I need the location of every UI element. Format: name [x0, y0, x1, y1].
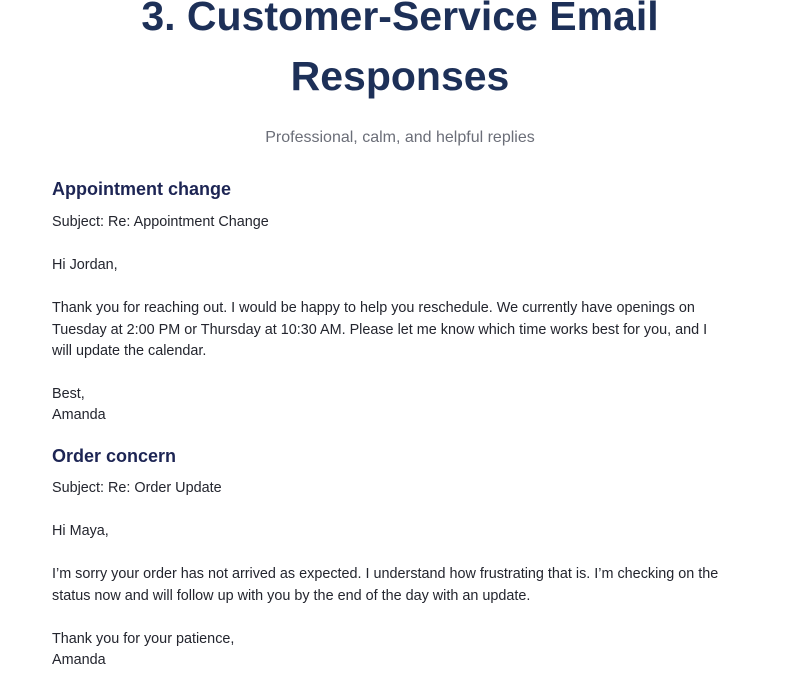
email-signature: Amanda — [52, 407, 106, 423]
email-signature: Amanda — [52, 652, 106, 668]
email-subject: Subject: Re: Order Update — [52, 480, 222, 496]
email-body-line: Tuesday at 2:00 PM or Thursday at 10:30 AM. Please let me know which time works best for you, and I — [52, 321, 708, 338]
email-subject: Subject: Re: Appointment Change — [52, 214, 269, 230]
email-body — [52, 564, 752, 607]
page-subtitle: Professional, calm, and helpful replies — [265, 129, 535, 146]
email-body-line: Thank you for reaching out. I would be happy to help you reschedule. We currently have openings on — [52, 300, 695, 316]
email-body — [52, 298, 752, 363]
email-closing: Best, — [52, 386, 85, 402]
email-closing: Thank you for your patience, — [52, 631, 235, 647]
page-title — [0, 0, 800, 106]
page-title-line-1: 3. Customer-Service Email — [141, 0, 659, 39]
email-greeting: Hi Jordan, — [52, 257, 118, 273]
section-heading-order-concern: Order concern — [52, 446, 177, 466]
email-greeting: Hi Maya, — [52, 523, 109, 539]
email-body-line: status now and will follow up with you by the end of the day with an update. — [52, 587, 531, 604]
section-heading-appointment-change: Appointment change — [52, 179, 231, 199]
email-body-line: I’m sorry your order has not arrived as expected. I understand how frustrating that is. I’m checking on the — [52, 566, 719, 582]
email-body-line: will update the calendar. — [52, 343, 207, 359]
page-title-line-2: Responses — [290, 53, 510, 99]
